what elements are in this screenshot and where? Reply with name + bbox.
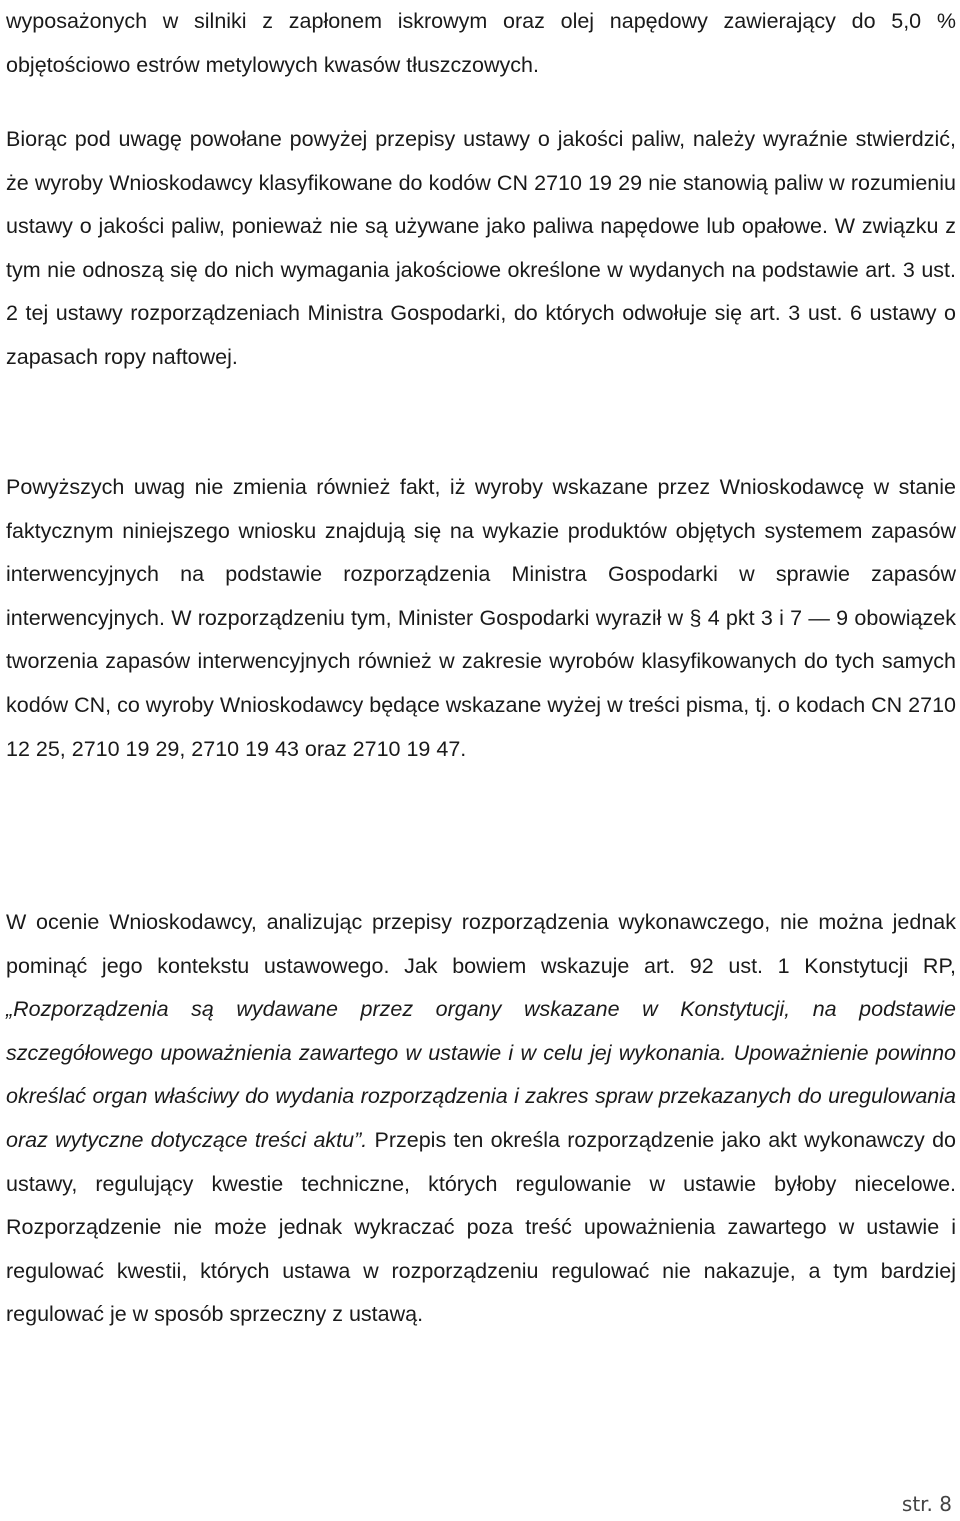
- constitution-conclusion-text: Przepis ten określa rozporządzenie jako akt wykonawczy do ustawy, regulujący kwestie techniczne, których regulowanie w ustawie byłoby niecelowe. Rozporządzenie nie może jednak wykraczać poza treść upoważnienia zawartego w ustawie i regulować kwestii, których ustawa w rozporządzeniu regulować nie nakazuje, a tym bardziej regulować je w sposób sprzeczny z ustawą.: [6, 1127, 956, 1327]
- paragraph-continuation: wyposażonych w silniki z zapłonem iskrowym oraz olej napędowy zawierający do 5,0 % objętościowo estrów metylowych kwasów tłuszczowych.: [6, 9, 956, 77]
- constitution-intro-text: W ocenie Wnioskodawcy, analizując przepisy rozporządzenia wykonawczego, nie można jednak pominąć jego kontekstu ustawowego. Jak bowiem wskazuje art. 92 ust. 1 Konstytucji RP,: [6, 910, 956, 978]
- page-number: str. 8: [901, 1492, 952, 1516]
- paragraph-intervention-stocks: Powyższych uwag nie zmienia również fakt, iż wyroby wskazane przez Wnioskodawcę w stanie faktycznym niniejszego wniosku znajdują się na wykazie produktów objętych systemem zapasów interwencyjnych na podstawie rozporządzenia Ministra Gospodarki w sprawie zapasów interwencyjnych. W rozporządzeniu tym, Minister Gospodarki wyraził w § 4 pkt 3 i 7 — 9 obowiązek tworzenia zapasów interwencyjnych również w zakresie wyrobów klasyfikowanych do tych samych kodów CN, co wyroby Wnioskodawcy będące wskazane wyżej w treści pisma, tj. o kodach CN 2710 12 25, 2710 19 29, 2710 19 43 oraz 2710 19 47.: [6, 475, 956, 761]
- constitution-quote: „Rozporządzenia są wydawane przez organy wskazane w Konstytucji, na podstawie szczegółowego upoważnienia zawartego w ustawie i w celu jej wykonania. Upoważnienie powinno określać organ właściwy do wydania rozporządzenia i zakres spraw przekazanych do uregulowania oraz wytyczne dotyczące treści aktu”.: [6, 997, 956, 1152]
- paragraph-constitution: [6, 901, 956, 1337]
- paragraph-fuel-quality: Biorąc pod uwagę powołane powyżej przepisy ustawy o jakości paliw, należy wyraźnie stwierdzić, że wyroby Wnioskodawcy klasyfikowane do kodów CN 2710 19 29 nie stanowią paliw w rozumieniu ustawy o jakości paliw, ponieważ nie są używane jako paliwa napędowe lub opałowe. W związku z tym nie odnoszą się do nich wymagania jakościowe określone w wydanych na podstawie art. 3 ust. 2 tej ustawy rozporządzeniach Ministra Gospodarki, do których odwołuje się art. 3 ust. 6 ustawy o zapasach ropy naftowej.: [6, 127, 956, 369]
